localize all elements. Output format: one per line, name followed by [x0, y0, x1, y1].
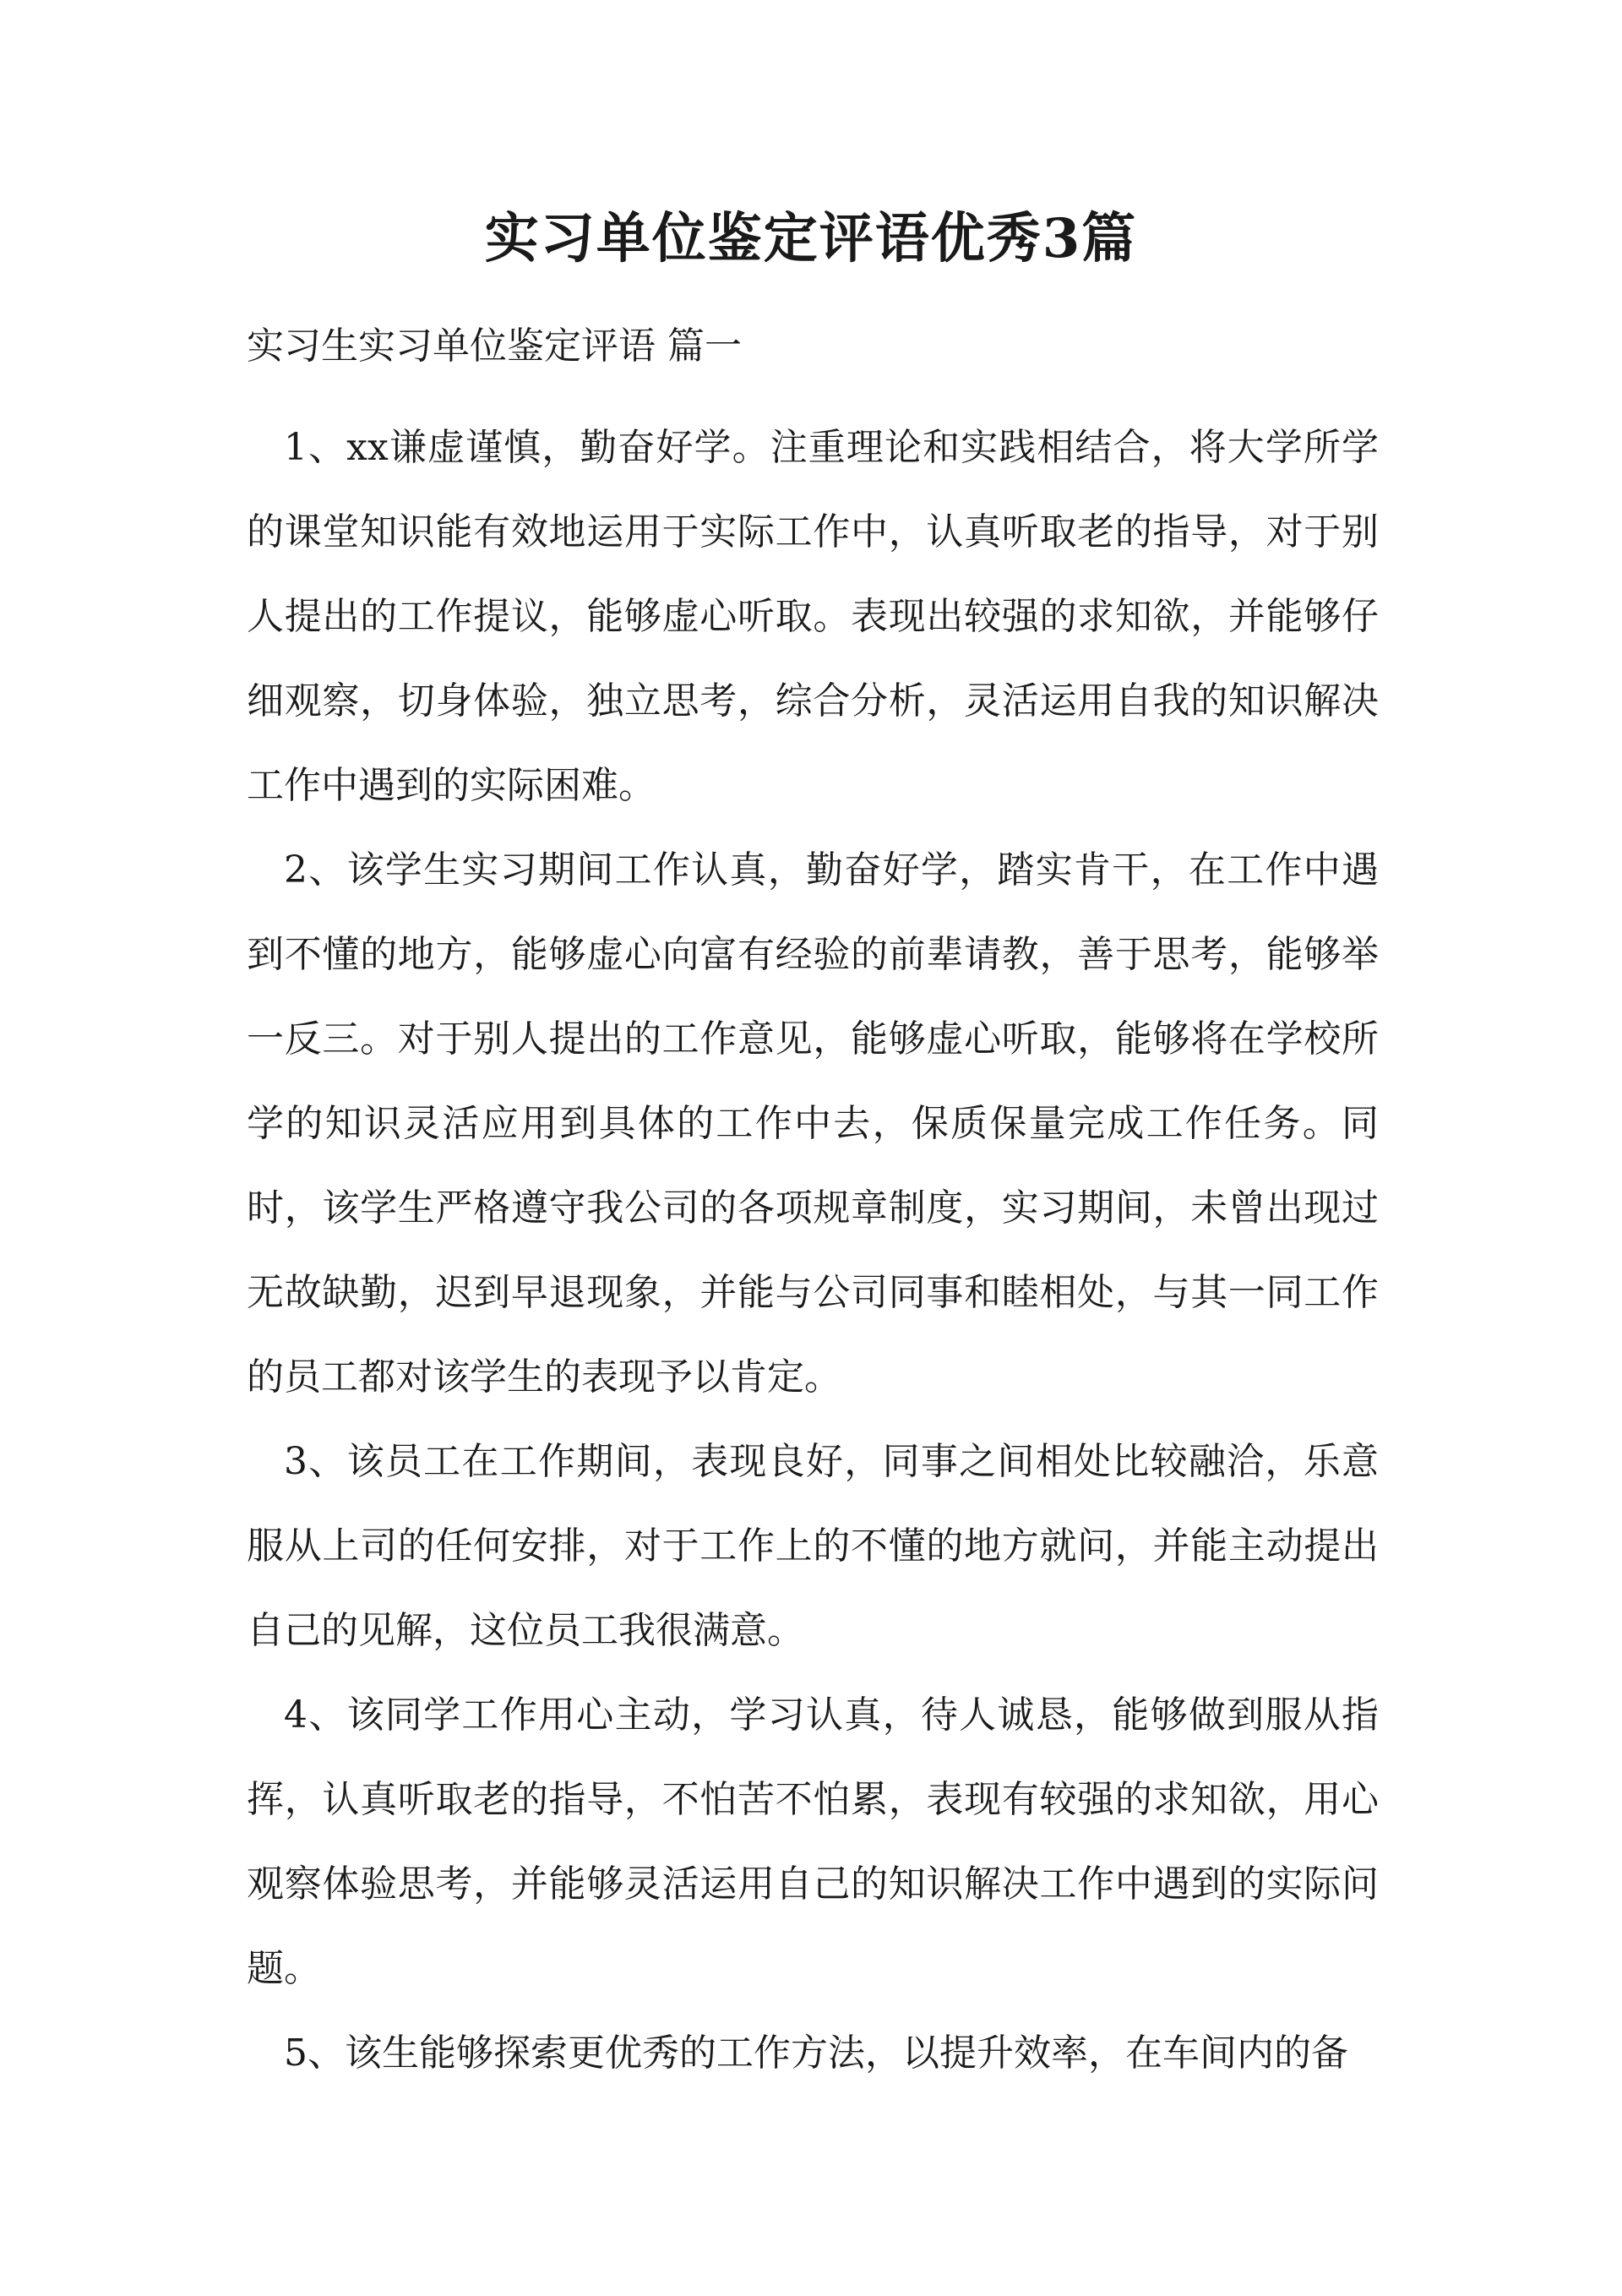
- paragraph-3: 3、该员工在工作期间，表现良好，同事之间相处比较融洽，乐意服从上司的任何安排，对于工作上的不懂的地方就问，并能主动提出自己的见解，这位员工我很满意。: [247, 1440, 1379, 1652]
- paragraph-1: 1、xx谦虚谨慎，勤奋好学。注重理论和实践相结合，将大学所学的课堂知识能有效地运用于实际工作中，认真听取老的指导，对于别人提出的工作提议，能够虚心听取。表现出较强的求知欲，并能够仔细观察，切身体验，独立思考，综合分析，灵活运用自我的知识解决工作中遇到的实际困难。: [247, 426, 1379, 807]
- section-heading: 实习生实习单位鉴定评语 篇一: [247, 324, 742, 368]
- document-title: 实习单位鉴定评语优秀3篇: [484, 207, 1138, 270]
- paragraph-2: 2、该学生实习期间工作认真，勤奋好学，踏实肯干，在工作中遇到不懂的地方，能够虚心向富有经验的前辈请教，善于思考，能够举一反三。对于别人提出的工作意见，能够虚心听取，能够将在学校所学的知识灵活应用到具体的工作中去，保质保量完成工作任务。同时，该学生严格遵守我公司的各项规章制度，实习期间，未曾出现过无故缺勤，迟到早退现象，并能与公司同事和睦相处，与其一同工作的员工都对该学生的表现予以肯定。: [247, 848, 1379, 1399]
- paragraph-4: 4、该同学工作用心主动，学习认真，待人诚恳，能够做到服从指挥，认真听取老的指导，不怕苦不怕累，表现有较强的求知欲，用心观察体验思考，并能够灵活运用自己的知识解决工作中遇到的实际问题。: [247, 1693, 1379, 1990]
- paragraph-5: 5、该生能够探索更优秀的工作方法，以提升效率，在车间内的备: [284, 2031, 1348, 2075]
- document-body: [247, 406, 1379, 2096]
